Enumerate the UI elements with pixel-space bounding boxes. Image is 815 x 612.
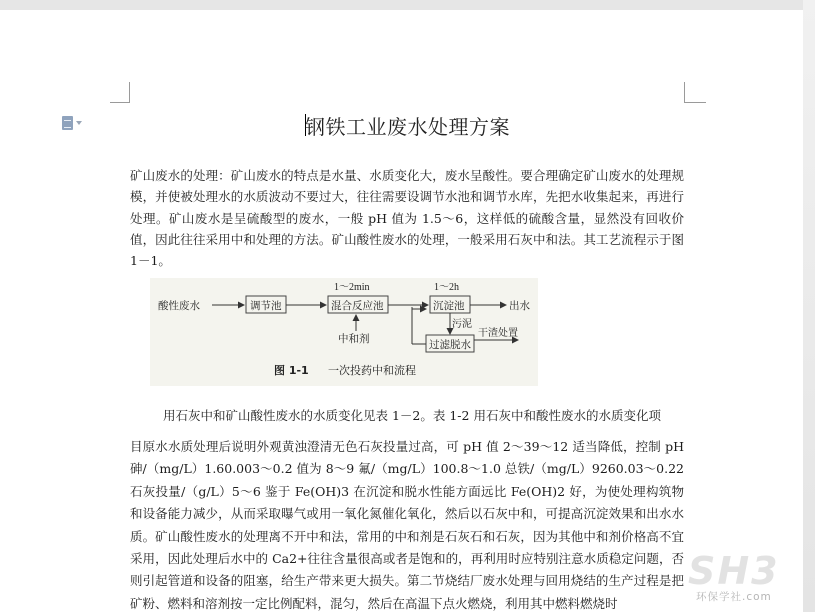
node-sedimentation-tank: 沉淀池: [433, 301, 465, 312]
figure-caption-number: 图 1-1: [274, 364, 309, 377]
window-top-strip: [0, 0, 815, 10]
body-paragraph-2[interactable]: 用石灰中和矿山酸性废水的水质变化见表 1－2。表 1-2 用石灰中和酸性废水的水质变化项: [163, 408, 661, 423]
page-corner-mark-left: [110, 82, 130, 103]
page-corner-mark-right: [684, 82, 706, 103]
document-title[interactable]: 钢铁工业废水处理方案: [305, 115, 510, 139]
node-acid-wastewater: 酸性废水: [158, 301, 200, 312]
site-watermark: [682, 549, 812, 611]
node-regulating-tank: 调节池: [250, 301, 282, 312]
time-label-2: 1～2h: [434, 282, 459, 293]
process-flow-figure: [150, 278, 538, 386]
node-filter-dewatering: 过滤脱水: [429, 340, 471, 351]
vertical-scrollbar[interactable]: [803, 0, 815, 612]
node-effluent: 出水: [509, 301, 530, 312]
node-residue-disposal: 干渣处置: [478, 328, 518, 339]
watermark-subtitle: 环保学社.com: [696, 591, 772, 603]
figure-caption-text: 一次投药中和流程: [328, 365, 416, 377]
time-label-1: 1～2min: [334, 282, 370, 293]
node-sludge: 污泥: [452, 319, 472, 330]
flow-diagram: [150, 278, 538, 386]
node-neutralizer: 中和剂: [338, 334, 370, 345]
body-paragraph-1[interactable]: 矿山废水的处理：矿山废水的特点是水量、水质变化大，废水呈酸性。要合理确定矿山废水的处理规模，并使被处理水的水质波动不要过大，往往需要设调节水池和调节水库，先把水收集起来，再进行处理。矿山废水是呈硫酸型的废水，一般 pH 值为 1.5～6，这样低的硫酸含量，显然没有回收价值，因此往往采用中和处理的方法。矿山酸性废水的处理，一般采用石灰中和法。其工艺流程示于图 1－1。: [130, 168, 684, 269]
node-mixing-tank: 混合反应池: [331, 301, 384, 312]
body-paragraph-3[interactable]: 目原水水质处理后说明外观黄浊澄清无色石灰投量过高，可 pH 值 2～39～12 适当降低，控制 pH 砷/（mg/L）1.60.003～0.2 值为 8～9 氟/（mg/L）100.8～1.0 总铁/（mg/L）9260.03～0.22 石灰投量/（g/L）5～6 鉴于 Fe(OH)3 在沉淀和脱水性能方面远比 Fe(OH)2 好，为使处理构筑物和设备能力减少，从而采取曝气或用一氧化氮催化氧化，然后以石灰中和，可提高沉淀效果和出水水质。矿山酸性废水的处理离不开中和法，常用的中和剂是石灰石和石灰，因为其他中和剂价格高不宜采用，因此处理后水中的 Ca2+往往含量很高或者是饱和的，再利用时应特别注意水质稳定问题，否则引起管道和设备的阻塞，给生产带来更大损失。第二节烧结厂废水处理与回用烧结的生产过程是把矿粉、燃料和溶剂按一定比例配料，混匀，然后在高温下点火燃烧，利用其中燃料燃烧时: [130, 439, 684, 611]
watermark-logo: SH3: [688, 549, 780, 593]
